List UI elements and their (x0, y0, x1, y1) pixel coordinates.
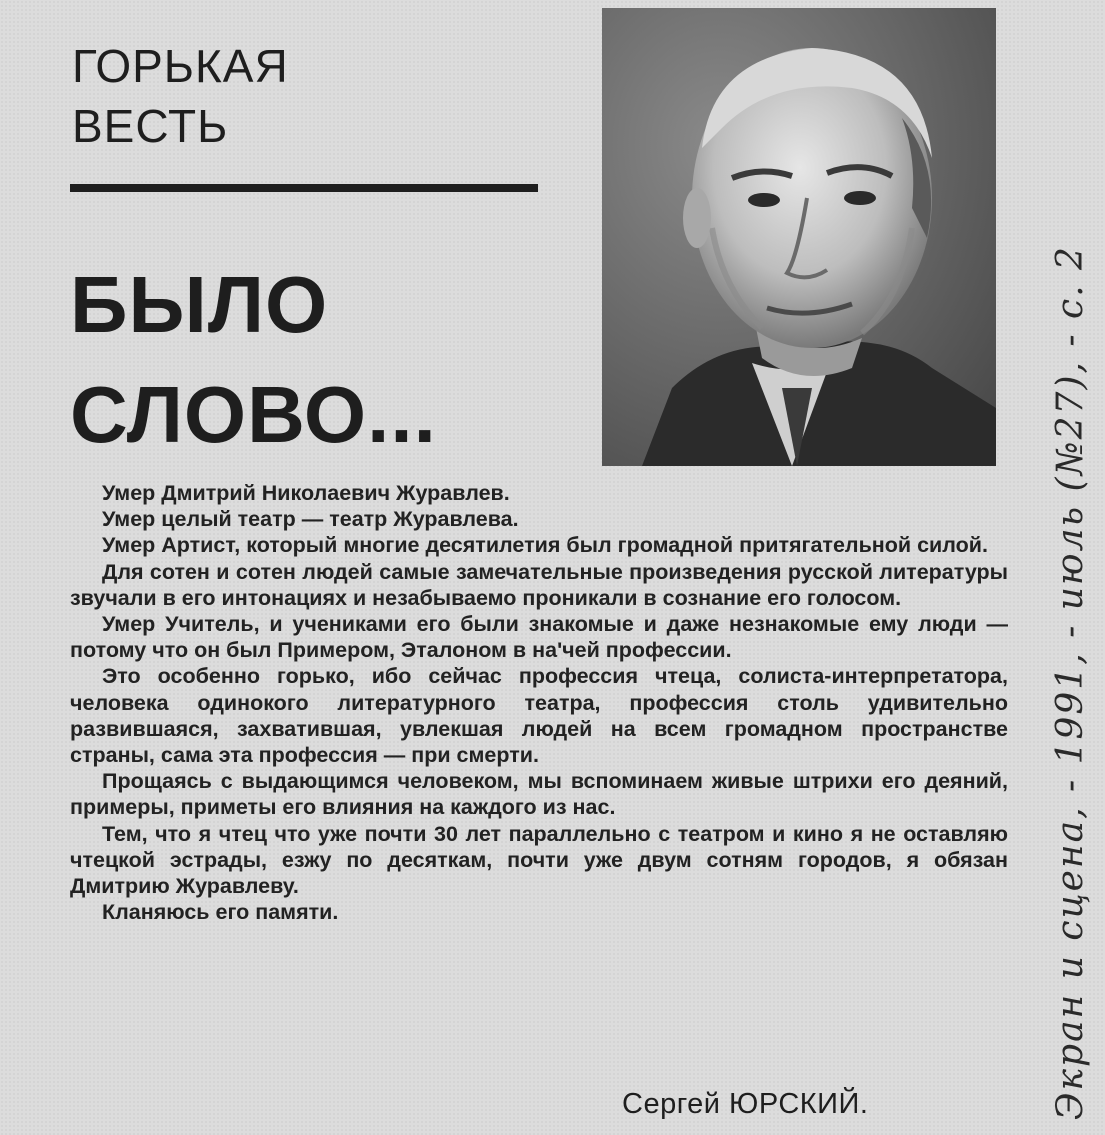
horizontal-rule (70, 184, 538, 192)
paragraph-8: Тем, что я чтец что уже почти 30 лет параллельно с театром и кино я не оставляю чтецкой эстрады, езжу по десяткам, почти уже двум сотням городов, я обязан Дмитрию Журавлеву. (70, 821, 1008, 899)
author-first-name: Сергей (622, 1088, 730, 1120)
rubric-heading (72, 36, 512, 156)
rubric-line-1: ГОРЬКАЯ (72, 40, 289, 92)
paragraph-4: Для сотен и сотен людей самые замечательные произведения русской литературы звучали в его интонациях и незабываемо проникали в сознание его голосом. (70, 559, 1008, 610)
author-signature (622, 1088, 868, 1121)
article-headline (70, 250, 437, 470)
paragraph-2: Умер целый театр — театр Журавлева. (102, 507, 519, 532)
article-body (70, 480, 1008, 925)
handwritten-source-note: Экран и сцена, - 1991, - июль (№27), - с. 2 (1050, 245, 1091, 1120)
paragraph-6: Это особенно горько, ибо сейчас профессия чтеца, солиста-интерпретатора, человека одинокого литературного театра, профессия столь удивительно развившаяся, захватившая, увлекшая людей на всем громадном пространстве страны, сама эта профессия — при смерти. (70, 664, 1008, 768)
portrait-photo (602, 8, 996, 466)
headline-line-2: СЛОВО... (70, 370, 437, 459)
paragraph-9: Кланяюсь его памяти. (102, 900, 339, 925)
rubric-line-2: ВЕСТЬ (72, 100, 229, 152)
paragraph-7: Прощаясь с выдающимся человеком, мы вспоминаем живые штрихи его деяний, примеры, приметы его влияния на каждого из нас. (70, 769, 1008, 820)
paragraph-3: Умер Артист, который многие десятилетия был громадной притягательной силой. (102, 533, 988, 558)
headline-line-1: БЫЛО (70, 260, 329, 349)
paragraph-5: Умер Учитель, и учениками его были знакомые и даже незнакомые ему люди — потому что он был Примером, Эталоном в на'чей профессии. (70, 612, 1008, 663)
paragraph-1: Умер Дмитрий Николаевич Журавлев. (102, 481, 510, 505)
portrait-photo-icon (602, 8, 996, 466)
author-surname: ЮРСКИЙ. (729, 1088, 869, 1120)
